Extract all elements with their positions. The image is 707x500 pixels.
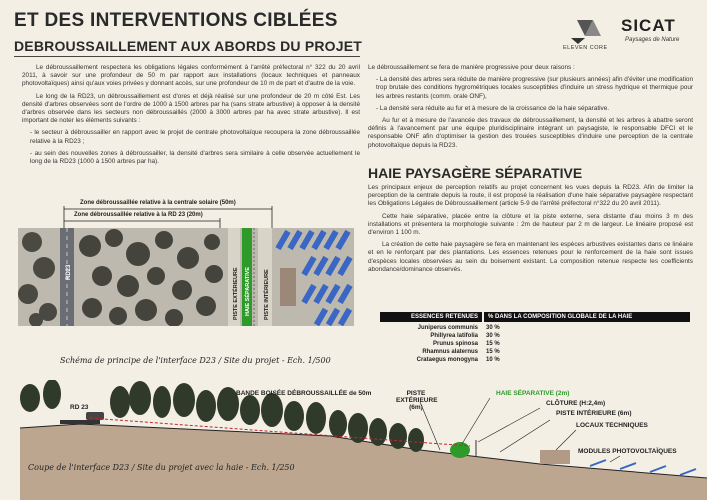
- table-row: [380, 332, 690, 340]
- plan-piste-int-label: PISTE INTÉRIEURE: [264, 269, 270, 320]
- table-row: [380, 356, 690, 364]
- right-bullet-1: - La densité des arbres sera réduite de manière progressive (sur plusieurs années) afin d'éviter une modification trop brutale des conditions hygrométriques locales susceptibles d'induire un stress hydrique et thermique pour les arbres restants (comm. orale ONF),: [376, 76, 694, 100]
- section-label-haie: HAIE SÉPARATIVE (2m): [496, 390, 570, 397]
- section-label-locaux: LOCAUX TECHNIQUES: [576, 422, 648, 429]
- essence-pct: 15 %: [486, 349, 500, 355]
- haie-paragraph-1: Les principaux enjeux de perception relatifs au projet concernent les vues depuis la RD23. Afin de limiter la perception de la centrale depuis la route, il est proposé la réalisation d'une haie séparative paysagère respectant les Obligations Légales de Débroussaillement (article 5-9 de l'arrêté préfectoral n°322 du 20 avril 2011).: [368, 184, 693, 208]
- page-title: ET DES INTERVENTIONS CIBLÉES: [14, 10, 338, 31]
- essence-name: Juniperus communis: [417, 325, 478, 331]
- essences-col-header-1: ESSENCES RETENUES: [380, 312, 482, 322]
- table-row: [380, 340, 690, 348]
- section-caption: Coupe de l'interface D23 / Site du projet avec la haie - Ech. 1/250: [28, 463, 295, 472]
- haie-paragraph-2: Cette haie séparative, placée entre la clôture et la piste externe, sera distante d'au moins 3 m des installations et présentera la morphologie suivante : 2m de hauteur par 2 m de largeur. Le linéaire proposé est d'environ 1 100 m.: [368, 212, 693, 237]
- table-row: [380, 324, 690, 332]
- left-paragraph-1: Le débroussaillement respectera les obligations légales conformément à l'arrêté préfectoral n° 322 du 20 avril 2011, à savoir sur une profondeur de 50 m par rapport aux installations (locaux techniques et panneaux photovoltaïques) ainsi qu'aux voies privées y donnant accès, sur une profondeur de 10 m de part et d'autre de la voie.: [22, 64, 360, 88]
- haie-paragraph-3: La création de cette haie paysagère se fera en maintenant les espèces arbustives existantes dans ce linéaire et en le renforçant par des plantations. Les essences retenues pour le renforcement de la haie sont issues d'espèces locales observées au sein du boisement existant. La composition retenue respecte les coefficients abondance/dominance observés.: [368, 241, 693, 273]
- plan-dimension-arrows: [62, 206, 274, 230]
- essence-pct: 15 %: [486, 341, 500, 347]
- essence-name: Phillyrea latifolia: [430, 333, 478, 339]
- essence-pct: 30 %: [486, 325, 500, 331]
- plan-label-20m: Zone débroussaillée relative à la RD 23 (20m): [74, 212, 203, 218]
- right-paragraph-1: Le débroussaillement se fera de manière progressive pour deux raisons :: [368, 64, 575, 71]
- essence-name: Crataegus monogyna: [416, 357, 478, 363]
- left-paragraph-2: Le long de la RD23, un débroussaillement est d'ores et déjà réalisé sur une profondeur de 20 m côté Est. Les densité d'arbres observées sont de l'ordre de 1000 à 1500 arbres par ha (sans strate arbustive) à opposer à la densité d'arbres observée dans les secteurs non débroussaillés (2000 à 3000 arbres par ha avec strate arbustive). Il est important de noter les éléments suivants :: [22, 92, 360, 125]
- essence-pct: 30 %: [486, 333, 500, 339]
- plan-haie-label: HAIE SÉPARATIVE: [245, 267, 251, 316]
- plan-label-50m: Zone débroussaillée relative à la centrale solaire (50m): [80, 200, 236, 206]
- plan-view-drawing: [18, 228, 354, 326]
- table-row: [380, 348, 690, 356]
- plan-view-figure: [18, 228, 354, 326]
- section-label-rd23: RD 23: [70, 404, 89, 411]
- section-label-piste-int: PISTE INTÉRIEURE (6m): [556, 410, 632, 417]
- sicat-subtitle: Paysages de Nature: [625, 37, 680, 43]
- section-label-bande: BANDE BOISÉE DÉBROUSSAILLÉE de 50m: [236, 390, 372, 397]
- subtitle-divider: [14, 56, 360, 57]
- haie-heading: HAIE PAYSAGÈRE SÉPARATIVE: [368, 165, 583, 181]
- logos: [563, 16, 693, 58]
- right-bullet-2: - La densité sera réduite au fur et à mesure de la croissance de la haie séparative.: [376, 104, 610, 112]
- plan-caption: Schéma de principe de l'interface D23 / Site du projet - Ech. 1/500: [60, 356, 331, 365]
- left-bullet-1: - le secteur à débroussailler en rapport avec le projet de centrale photovoltaïque recoupera la zone débroussaillée relative à la RD23 ;: [30, 129, 360, 145]
- section-view-drawing: [0, 380, 707, 500]
- sicat-logo: SICAT: [621, 16, 676, 35]
- section-label-modules: MODULES PHOTOVOLTAÏQUES: [578, 448, 677, 455]
- essence-pct: 10 %: [486, 357, 500, 363]
- essences-col-header-2: % DANS LA COMPOSITION GLOBALE DE LA HAIE: [484, 312, 690, 322]
- essence-name: Prunus spinosa: [432, 341, 478, 347]
- right-paragraph-2: Au fur et à mesure de l'avancée des travaux de débroussaillement, la densité et les arbres à abattre seront définis à l'avancement par une équipe pluridisciplinaire intégrant un paysagiste, le responsable DFCI et le responsable ONF afin d'optimiser la gestion des trouées susceptibles d'induire une perception de la centrale photovoltaïque depuis la RD23.: [368, 117, 693, 149]
- essences-table-header: [380, 312, 690, 322]
- section-label-piste-ext: PISTE EXTÉRIEURE (6m): [396, 390, 438, 411]
- page-subtitle: DEBROUSSAILLEMENT AUX ABORDS DU PROJET: [14, 38, 363, 54]
- eleven-core-text: ELEVEN CORE: [563, 45, 608, 51]
- left-bullet-2: - au sein des nouvelles zones à débroussailler, la densité d'arbres sera similaire à celle observée actuellement le long de la RD23 (1000 à 1500 arbres par ha).: [30, 149, 360, 166]
- plan-piste-ext-label: PISTE EXTÉRIEURE: [233, 267, 239, 320]
- section-label-cloture: CLÔTURE (H:2,4m): [546, 400, 606, 407]
- left-column-text: [22, 64, 360, 170]
- haie-text: [368, 184, 693, 278]
- essence-name: Rhamnus alaternus: [422, 349, 478, 355]
- plan-road-label: RD23: [66, 264, 72, 280]
- right-column-text: [368, 64, 693, 154]
